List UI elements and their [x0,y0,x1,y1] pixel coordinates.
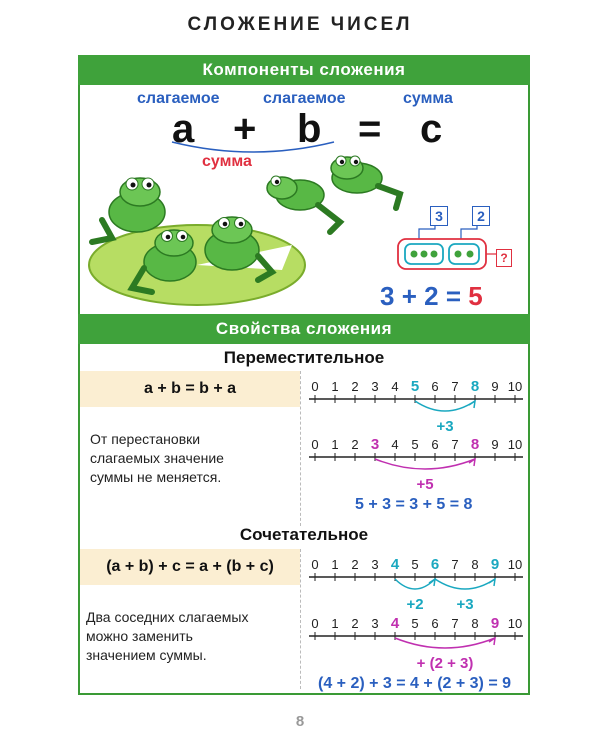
jump-arc [395,638,495,648]
desc-line: значением суммы. [86,647,207,663]
tick-label: 9 [490,556,500,573]
jump-label: + (2 + 3) [416,655,474,672]
example-equation [380,281,483,312]
tick-label: 4 [390,556,400,573]
number-line-assoc-2 [305,612,530,672]
tick-label: 8 [470,378,480,395]
jump-label: +3 [436,418,454,435]
example-result: 5 [468,281,483,311]
tick-label: 5 [411,616,419,631]
tick-label: 3 [371,557,379,572]
associative-equation: (4 + 2) + 3 = 4 + (2 + 3) = 9 [318,675,512,692]
box-addend-2: 2 [472,206,490,226]
associative-description [86,608,248,665]
tick-label: 6 [431,616,439,631]
associative-title: Сочетательное [239,525,369,544]
desc-line: можно заменить [86,628,193,644]
tick-label: 10 [507,379,523,394]
tick-label: 5 [410,378,420,395]
number-line-assoc-1 [305,553,530,613]
tick-label: 6 [431,379,439,394]
frogs-illustration [82,150,412,310]
desc-line: суммы не меняется. [90,469,222,485]
components-header: Компоненты сложения [78,55,530,85]
example-n1: 3 [380,281,395,311]
tick-label: 10 [507,437,523,452]
jump-arc [375,459,475,469]
tick-label: 9 [491,437,499,452]
tick-label: 7 [451,616,459,631]
commutative-equation: 5 + 3 = 3 + 5 = 8 [355,496,473,513]
example-n2: 2 [424,281,439,311]
tick-label: 9 [490,615,500,632]
tick-label: 4 [391,437,399,452]
commutative-description [90,430,224,487]
commutative-title: Переместительное [223,348,385,367]
tick-label: 4 [391,379,399,394]
divider-commutative [300,371,302,526]
tick-label: 3 [371,616,379,631]
desc-line: Два соседних слагаемых [86,609,249,625]
tick-label: 5 [411,557,419,572]
jump-label: +3 [456,596,474,613]
jump-arc [435,579,495,589]
tick-label: 6 [431,437,439,452]
tick-label: 6 [430,556,440,573]
tick-label: 2 [351,557,359,572]
example-plus: + [401,281,417,311]
page-title: СЛОЖЕНИЕ ЧИСЕЛ [187,14,413,35]
tick-label: 9 [491,379,499,394]
tick-label: 2 [351,379,359,394]
box-question: ? [496,249,512,267]
box-addend-3: 3 [430,206,448,226]
tick-label: 1 [331,437,339,452]
commutative-formula: a + b = b + a [80,371,300,407]
tick-label: 1 [331,379,339,394]
number-line-comm-2 [305,433,530,493]
tick-label: 10 [507,616,523,631]
tick-label: 2 [351,437,359,452]
associative-formula: (a + b) + c = a + (b + c) [80,549,300,585]
sum-label: сумма [403,90,453,107]
jump-arc [415,401,475,411]
tick-label: 8 [471,616,479,631]
brace-sum-label: сумма [202,153,252,170]
tick-label: 4 [390,615,400,632]
tick-label: 3 [370,436,380,453]
divider-associative [300,549,302,689]
formula-plus: + [233,107,257,151]
tick-label: 0 [311,557,319,572]
formula-b: b [297,107,322,151]
page-number: 8 [295,713,305,730]
frog-icon [267,176,340,232]
jump-label: +5 [416,476,434,493]
addend-label-2: слагаемое [263,90,346,107]
tick-label: 0 [311,437,319,452]
desc-line: От перестановки [90,431,201,447]
tick-label: 0 [311,616,319,631]
tick-label: 2 [351,616,359,631]
tick-label: 8 [470,436,480,453]
example-eq: = [445,281,462,311]
frog-icon [331,156,400,208]
tick-label: 5 [411,437,419,452]
jump-label: +2 [406,596,424,613]
formula-equals: = [358,107,382,151]
formula-a: a [172,107,195,151]
number-line-comm-1 [305,375,530,435]
tick-label: 7 [451,379,459,394]
tick-label: 7 [451,557,459,572]
tick-label: 7 [451,437,459,452]
formula-c: c [420,107,443,151]
tick-label: 0 [311,379,319,394]
addend-label-1: слагаемое [137,90,220,107]
tick-label: 1 [331,557,339,572]
tick-label: 10 [507,557,523,572]
tick-label: 1 [331,616,339,631]
tick-label: 3 [371,379,379,394]
desc-line: слагаемых значение [90,450,224,466]
tick-label: 8 [471,557,479,572]
properties-header: Свойства сложения [78,314,530,344]
